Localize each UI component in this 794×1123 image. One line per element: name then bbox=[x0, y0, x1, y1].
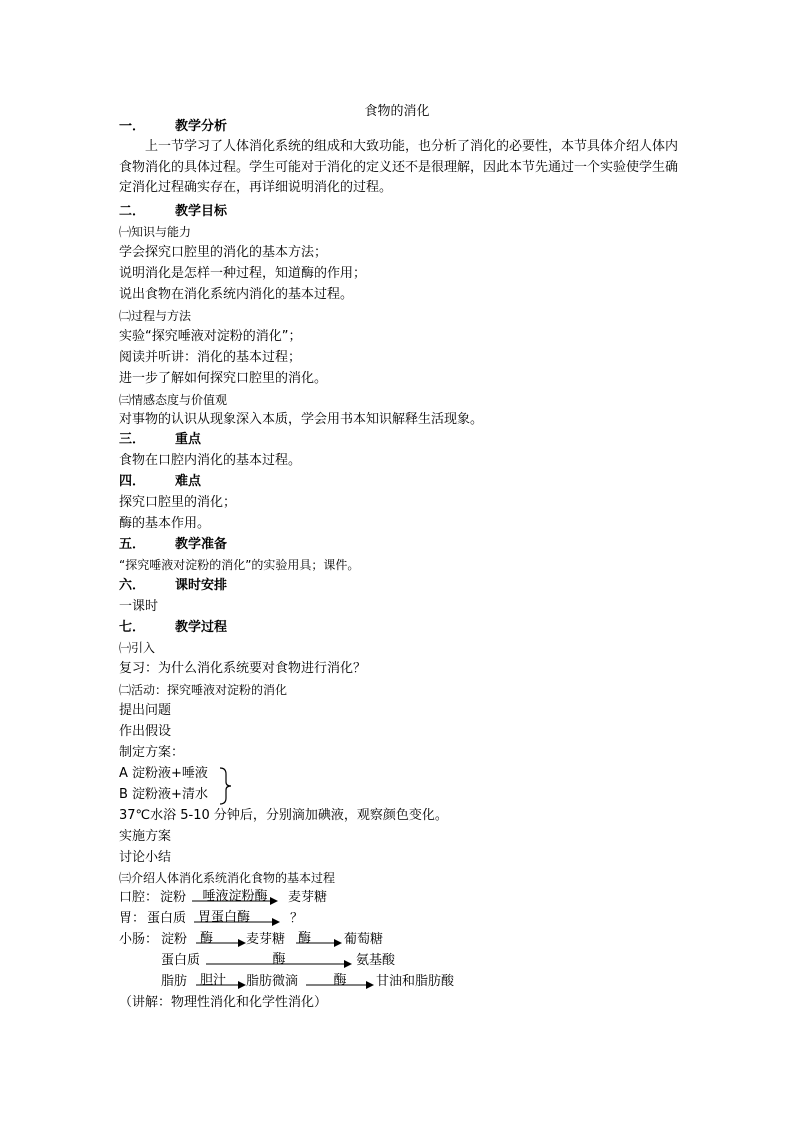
substance-glucose: 葡萄糖 bbox=[344, 932, 384, 947]
process-item: 讨论小结 bbox=[119, 850, 172, 865]
section-number: 五． bbox=[119, 537, 146, 552]
enzyme-label: 酶 bbox=[272, 952, 286, 967]
goal-subheading: ㈠知识与能力 bbox=[119, 225, 192, 239]
substance-protein: 蛋白质 bbox=[147, 911, 187, 926]
section-title: 难点 bbox=[175, 474, 202, 489]
section-title: 教学准备 bbox=[175, 537, 228, 552]
enzyme-label: 胃蛋白酶 bbox=[198, 910, 251, 925]
goal-item: 说明消化是怎样一种过程，知道酶的作用； bbox=[119, 266, 367, 281]
organ-label-intestine: 小肠： bbox=[119, 932, 159, 947]
process-item: 提出问题 bbox=[119, 703, 172, 718]
substance-maltose: 麦芽糖 bbox=[288, 890, 328, 905]
reaction-arrow bbox=[206, 952, 352, 970]
section-heading-keypoint bbox=[119, 432, 201, 448]
organ-label-stomach: 胃： bbox=[119, 911, 146, 926]
goal-item: 说出食物在消化系统内消化的基本过程。 bbox=[119, 287, 354, 302]
reaction-arrow bbox=[296, 931, 342, 949]
process-item: 作出假设 bbox=[119, 724, 172, 739]
section-heading-difficulty bbox=[119, 474, 201, 490]
section-heading-goals bbox=[119, 204, 227, 220]
reaction-arrow bbox=[306, 973, 374, 991]
unknown-product: ？ bbox=[290, 911, 304, 926]
substance-starch: 淀粉 bbox=[160, 890, 187, 905]
difficulty-item: 探究口腔里的消化； bbox=[119, 495, 237, 510]
enzyme-label: 唾液淀粉酶 bbox=[202, 889, 268, 904]
substance-glycerol-fatty-acid: 甘油和脂肪酸 bbox=[376, 974, 455, 989]
substance-amino-acid: 氨基酸 bbox=[356, 953, 396, 968]
section-number: 三． bbox=[119, 432, 146, 447]
process-item: 复习：为什么消化系统要对食物进行消化？ bbox=[119, 661, 367, 676]
process-subheading: ㈢介绍人体消化系统消化食物的基本过程 bbox=[119, 871, 336, 885]
goal-subheading: ㈢情感态度与价值观 bbox=[119, 393, 228, 407]
section-number: 二． bbox=[119, 204, 146, 219]
substance-fat: 脂肪 bbox=[161, 974, 188, 989]
goal-item: 进一步了解如何探究口腔里的消化。 bbox=[119, 371, 328, 386]
explanation-note: （讲解：物理性消化和化学性消化） bbox=[119, 995, 328, 1010]
section-number: 六． bbox=[119, 578, 146, 593]
process-item: 37℃水浴 5-10 分钟后，分别滴加碘液，观察颜色变化。 bbox=[119, 808, 448, 823]
reaction-arrow bbox=[192, 889, 278, 907]
section-heading-process bbox=[119, 620, 227, 636]
section-number: 四． bbox=[119, 474, 146, 489]
reaction-arrow bbox=[196, 973, 246, 991]
prep-text: “探究唾液对淀粉的消化”的实验用具；课件。 bbox=[119, 558, 360, 572]
goal-subheading: ㈡过程与方法 bbox=[119, 309, 192, 323]
brace-icon bbox=[218, 767, 232, 805]
goal-item: 对事物的认识从现象深入本质，学会用书本知识解释生活现象。 bbox=[119, 412, 484, 427]
organ-label-mouth: 口腔： bbox=[119, 890, 159, 905]
reaction-arrow bbox=[194, 910, 280, 928]
section-title: 重点 bbox=[175, 432, 202, 447]
section-heading-analysis bbox=[119, 119, 227, 135]
section-title: 教学过程 bbox=[175, 620, 228, 635]
plan-option-a: A 淀粉液+唾液 bbox=[119, 766, 208, 781]
analysis-paragraph: 上一节学习了人体消化系统的组成和大致功能，也分析了消化的必要性，本节具体介绍人体内食物消化的具体过程。学生可能对于消化的定义还不是很理解，因此本节先通过一个实验使学生确定消化过程确实存在，再详细说明消化的过程。 bbox=[119, 139, 679, 195]
process-item: 实施方案 bbox=[119, 829, 172, 844]
process-item: 制定方案： bbox=[119, 745, 185, 760]
hours-text: 一课时 bbox=[119, 599, 159, 614]
process-subheading: ㈡活动：探究唾液对淀粉的消化 bbox=[119, 683, 288, 697]
enzyme-label: 酶 bbox=[333, 973, 347, 988]
keypoint-text: 食物在口腔内消化的基本过程。 bbox=[119, 453, 302, 468]
difficulty-item: 酶的基本作用。 bbox=[119, 516, 211, 531]
section-title: 教学分析 bbox=[175, 119, 228, 134]
section-number: 七． bbox=[119, 620, 146, 635]
bile-label: 胆汁 bbox=[200, 973, 227, 988]
enzyme-label: 酶 bbox=[298, 931, 312, 946]
substance-starch: 淀粉 bbox=[161, 932, 188, 947]
section-title: 课时安排 bbox=[175, 578, 228, 593]
substance-fat-droplets: 脂肪微滴 bbox=[246, 974, 299, 989]
section-title: 教学目标 bbox=[175, 204, 228, 219]
enzyme-label: 酶 bbox=[200, 931, 214, 946]
goal-item: 阅读并听讲：消化的基本过程； bbox=[119, 350, 302, 365]
section-number: 一． bbox=[119, 119, 146, 134]
plan-option-b: B 淀粉液+清水 bbox=[119, 787, 208, 802]
substance-protein: 蛋白质 bbox=[161, 953, 201, 968]
substance-maltose: 麦芽糖 bbox=[246, 932, 286, 947]
goal-item: 实验“探究唾液对淀粉的消化”； bbox=[119, 329, 302, 344]
process-subheading: ㈠引入 bbox=[119, 641, 156, 655]
reaction-arrow bbox=[196, 931, 246, 949]
section-heading-hours bbox=[119, 578, 227, 594]
section-heading-prep bbox=[119, 537, 227, 553]
goal-item: 学会探究口腔里的消化的基本方法； bbox=[119, 245, 328, 260]
document-title: 食物的消化 bbox=[364, 104, 430, 119]
